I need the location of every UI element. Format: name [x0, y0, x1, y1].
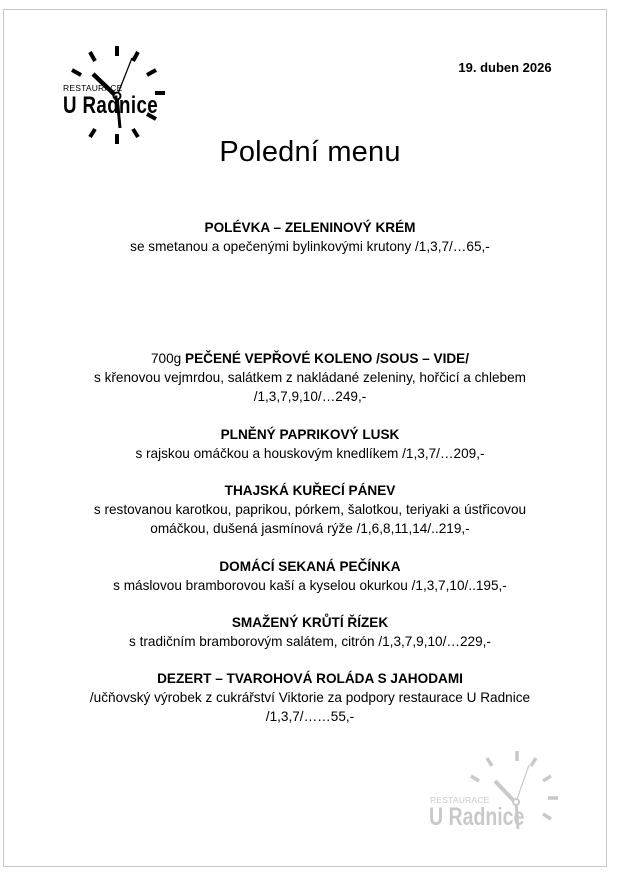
menu-item-name: SMAŽENÝ KRŮTÍ ŘÍZEK — [231, 615, 389, 630]
menu-item-name: DOMÁCÍ SEKANÁ PEČÍNKA — [219, 559, 401, 574]
menu-item-stuffed-pepper — [40, 425, 580, 463]
menu-item-name: POLÉVKA – ZELENINOVÝ KRÉM — [204, 220, 416, 235]
menu-item-description: se smetanou a opečenými bylinkovými krutony /1,3,7/…65,- — [130, 239, 490, 254]
menu-item-name: DEZERT – TVAROHOVÁ ROLÁDA S JAHODAMI — [157, 671, 463, 686]
menu-item-description: s restovanou karotkou, paprikou, pórkem, šalotkou, teriyaki a ústřicovou — [93, 502, 527, 517]
menu-item-soup — [40, 218, 580, 256]
menu-item-turkey-schnitzel — [40, 613, 580, 651]
watermark-restaurace-label: RESTAURACE — [430, 795, 490, 805]
menu-item-allergens-price: /1,3,7/……55,- — [265, 709, 355, 724]
menu-date: 19. duben 2026 — [458, 60, 552, 75]
menu-item-dessert — [40, 669, 580, 726]
watermark-logo — [425, 743, 565, 843]
menu-item-weight: 700g — [150, 351, 185, 366]
watermark-u: U — [429, 803, 444, 831]
menu-item-description: s máslovou bramborovou kaší a kyselou okurkou /1,3,7,10/..195,- — [113, 578, 507, 593]
watermark-radnice: Radnice — [448, 803, 525, 831]
menu-item-name: PEČENÉ VEPŘOVÉ KOLENO /SOUS – VIDE/ — [185, 351, 470, 366]
menu-item-name: PLNĚNÝ PAPRIKOVÝ LUSK — [220, 427, 400, 442]
menu-item-thai-chicken — [40, 481, 580, 538]
menu-item-allergens-price: omáčkou, dušená jasmínová rýže /1,6,8,11,14/..219,- — [150, 521, 470, 536]
logo-radnice: Radnice — [82, 92, 159, 119]
menu-item-description: /učňovský výrobek z cukrářství Viktorie za podpory restaurace U Radnice — [89, 690, 531, 705]
menu-item-name: THAJSKÁ KUŘECÍ PÁNEV — [224, 483, 396, 498]
menu-item-description: s tradičním bramborovým salátem, citrón /1,3,7,9,10/…229,- — [129, 634, 491, 649]
watermark-name — [429, 803, 524, 832]
menu-item-description: s křenovou vejmrdou, salátkem z nakládané zeleniny, hořčicí a chlebem — [94, 370, 526, 385]
page-title: Polední menu — [219, 136, 401, 168]
logo-restaurace-label: RESTAURACE — [63, 83, 123, 93]
menu-item-allergens-price: /1,3,7,9,10/…249,- — [253, 389, 367, 404]
logo-u: U — [63, 92, 77, 119]
logo-name — [63, 92, 158, 120]
menu-item-description: s rajskou omáčkou a houskovým knedlíkem /1,3,7/…209,- — [135, 446, 485, 461]
menu-item-meatloaf — [40, 557, 580, 595]
menu-item-pork-knuckle — [40, 349, 580, 406]
